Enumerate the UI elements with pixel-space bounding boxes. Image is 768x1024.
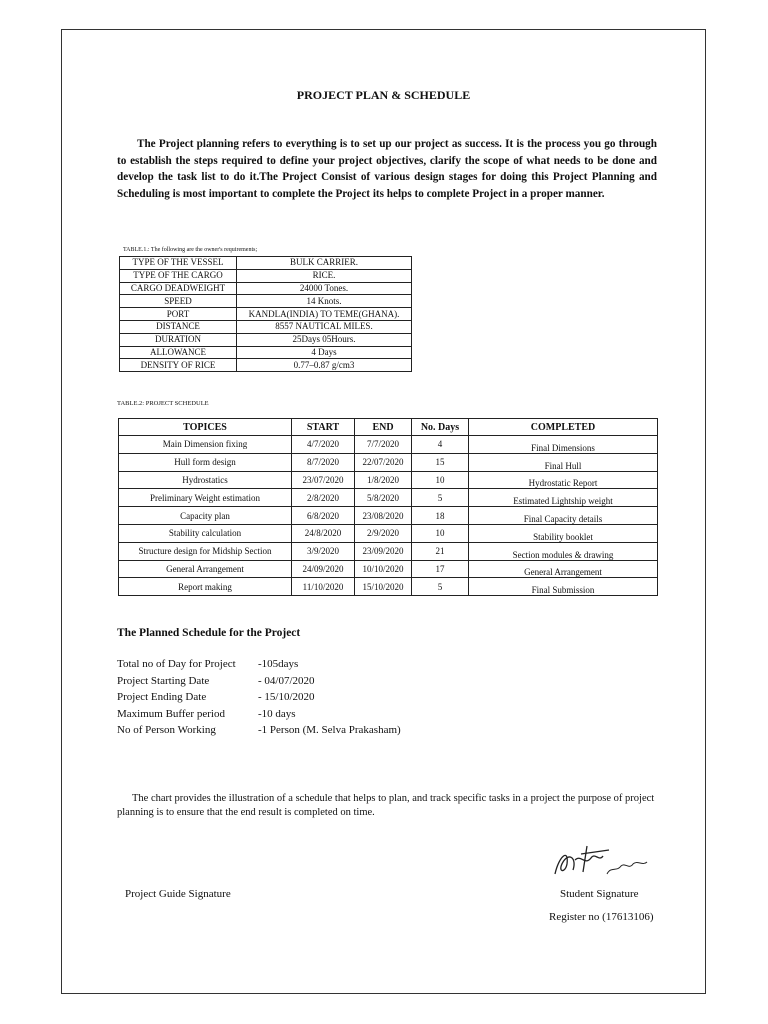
cell-topic: Hydrostatics [119,471,292,489]
requirement-key: TYPE OF THE VESSEL [120,257,237,270]
requirement-value: 14 Knots. [237,295,412,308]
requirement-key: DENSITY OF RICE [120,359,237,372]
cell-start: 11/10/2020 [292,578,355,596]
cell-topic: Stability calculation [119,524,292,542]
header-days: No. Days [412,419,469,436]
cell-start: 24/8/2020 [292,524,355,542]
table-row [120,333,412,346]
plan-row [117,673,401,690]
requirement-key: ALLOWANCE [120,346,237,359]
cell-topic: Hull form design [119,453,292,471]
table-row [120,359,412,372]
plan-value: - 15/10/2020 [258,691,315,703]
table-row [120,346,412,359]
cell-end: 22/07/2020 [355,453,412,471]
chart-note [117,792,662,820]
cell-start: 2/8/2020 [292,489,355,507]
table-row [119,524,658,542]
requirement-value: KANDLA(INDIA) TO TEME(GHANA). [237,308,412,321]
header-topics: TOPICES [119,419,292,436]
cell-end: 5/8/2020 [355,489,412,507]
requirement-key: CARGO DEADWEIGHT [120,282,237,295]
plan-value: -1 Person (M. Selva Prakasham) [258,724,401,736]
cell-completed: Final Hull [469,453,658,471]
table-row [120,295,412,308]
plan-label: Maximum Buffer period [117,707,225,720]
cell-completed: Final Capacity details [469,507,658,525]
plan-value: -105days [258,658,299,670]
chart-note-text: The chart provides the illustration of a schedule that helps to plan, and track specific tasks in a project the purpose of project planning is to ensure that the end result is completed on time. [117,793,655,818]
requirement-value: 25Days 05Hours. [237,333,412,346]
requirement-value: 24000 Tones. [237,282,412,295]
cell-start: 4/7/2020 [292,436,355,454]
cell-end: 23/09/2020 [355,542,412,560]
header-completed: COMPLETED [469,419,658,436]
project-schedule-table [118,418,658,596]
table-row [119,489,658,507]
page-title: PROJECT PLAN & SCHEDULE [296,88,471,102]
cell-end: 15/10/2020 [355,578,412,596]
cell-days: 5 [412,578,469,596]
cell-start: 23/07/2020 [292,471,355,489]
requirement-key: DISTANCE [120,320,237,333]
cell-start: 8/7/2020 [292,453,355,471]
cell-days: 17 [412,560,469,578]
plan-value: - 04/07/2020 [258,674,315,687]
table-row [120,269,412,282]
cell-completed: General Arrangement [469,560,658,578]
requirement-value: BULK CARRIER. [237,257,412,270]
requirement-value: 8557 NAUTICAL MILES. [237,320,412,333]
cell-completed: Final Dimensions [469,436,658,454]
cell-completed: Section modules & drawing [469,542,658,560]
header-end: END [355,419,412,436]
plan-label: No of Person Working [117,724,216,736]
document-page [61,29,706,994]
table-row [119,453,658,471]
table-row [119,507,658,525]
cell-topic: Report making [119,578,292,596]
student-signature-image [547,836,652,882]
cell-topic: Preliminary Weight estimation [119,489,292,507]
cell-start: 6/8/2020 [292,507,355,525]
cell-days: 10 [412,524,469,542]
cell-completed: Final Submission [469,578,658,596]
intro-text: The Project planning refers to everything is to set up our project as success. It is the process you go through to establish the steps required to define your project objectives, clarify the scope of what needs to be done and develop the task list to do it.The Project Consist of various design stages for doing this Project Planning and Scheduling is most important to complete the Project its helps to complete Project in a proper manner. [117,138,657,200]
requirement-key: PORT [120,308,237,321]
plan-row [117,722,401,739]
cell-days: 4 [412,436,469,454]
header-start: START [292,419,355,436]
plan-list [117,656,401,739]
table-row [119,560,658,578]
requirement-key: SPEED [120,295,237,308]
plan-label: Project Starting Date [117,674,210,687]
cell-days: 5 [412,489,469,507]
plan-row [117,689,401,706]
table-row [120,257,412,270]
cell-topic: General Arrangement [119,560,292,578]
table2-caption: TABLE.2: PROJECT SCHEDULE [117,400,209,407]
intro-paragraph [117,136,657,202]
table-row [120,308,412,321]
cell-days: 15 [412,453,469,471]
table-row [119,542,658,560]
cell-start: 3/9/2020 [292,542,355,560]
table-row [120,320,412,333]
cell-end: 7/7/2020 [355,436,412,454]
cell-days: 10 [412,471,469,489]
cell-topic: Main Dimension fixing [119,436,292,454]
requirement-value: 4 Days [237,346,412,359]
register-number: Register no (17613106) [549,911,654,923]
cell-completed: Hydrostatic Report [469,471,658,489]
cell-days: 18 [412,507,469,525]
student-signature-label: Student Signature [560,888,639,900]
cell-completed: Stability booklet [469,524,658,542]
requirement-value: RICE. [237,269,412,282]
table-row [119,471,658,489]
requirement-key: TYPE OF THE CARGO [120,269,237,282]
plan-label: Project Ending Date [117,691,207,703]
cell-topic: Capacity plan [119,507,292,525]
cell-start: 24/09/2020 [292,560,355,578]
guide-signature-label: Project Guide Signature [125,888,231,900]
cell-end: 10/10/2020 [355,560,412,578]
cell-topic: Structure design for Midship Section [119,542,292,560]
plan-value: -10 days [258,707,296,720]
plan-label: Total no of Day for Project [117,658,236,670]
plan-row [117,706,401,723]
requirement-value: 0.77–0.87 g/cm3 [237,359,412,372]
owner-requirements-table [119,256,412,372]
table1-caption: TABLE.1.: The following are the owner's requirements; [123,247,258,253]
plan-row [117,656,401,673]
cell-completed: Estimated Lightship weight [469,489,658,507]
plan-heading: The Planned Schedule for the Project [117,627,301,639]
table-row [120,282,412,295]
cell-end: 1/8/2020 [355,471,412,489]
cell-days: 21 [412,542,469,560]
cell-end: 2/9/2020 [355,524,412,542]
table-row [119,578,658,596]
requirement-key: DURATION [120,333,237,346]
table-header-row [119,419,658,436]
table-row [119,436,658,454]
cell-end: 23/08/2020 [355,507,412,525]
